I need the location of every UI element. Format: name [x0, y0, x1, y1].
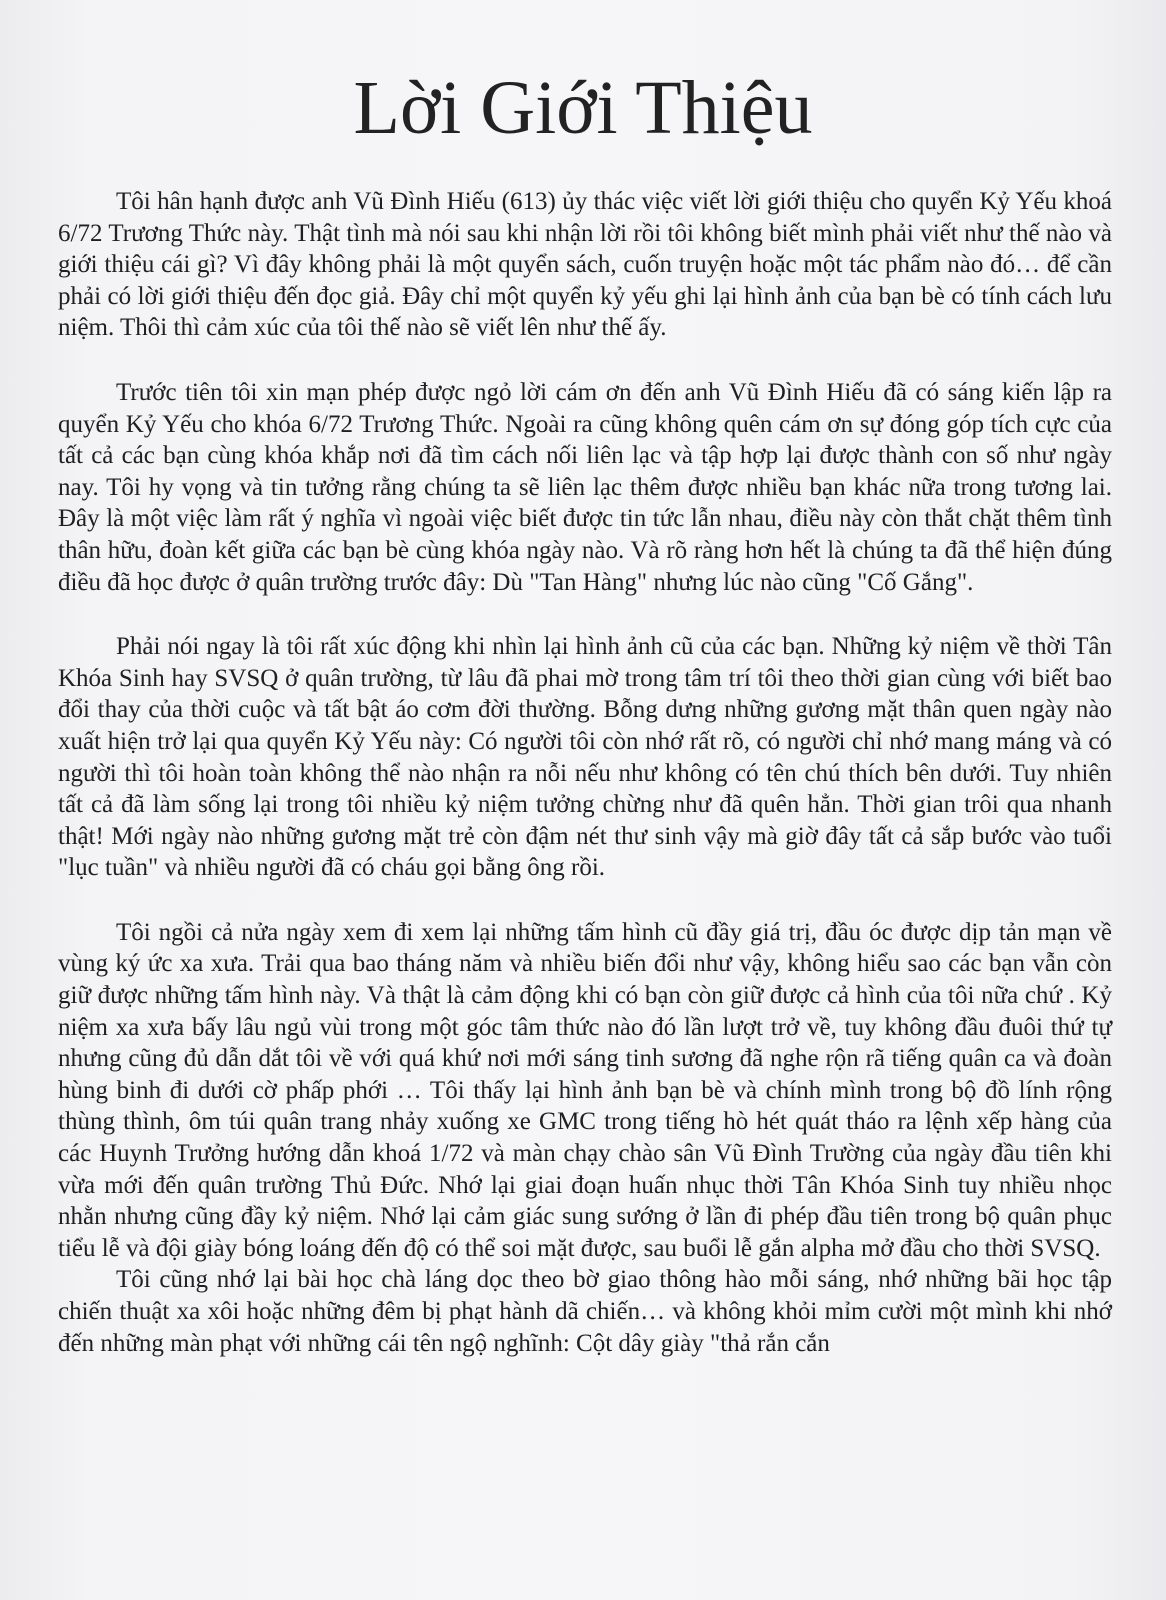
paragraph-5: Tôi cũng nhớ lại bài học chà láng dọc theo bờ giao thông hào mỗi sáng, nhớ những bãi học tập chiến thuật xa xôi hoặc những đêm bị phạt hành dã chiến… và không khỏi mỉm cười một mình khi nhớ đến những màn phạt với những cái tên ngộ nghĩnh: Cột dây giày "thả rắn cắn [58, 1266, 1112, 1357]
document-body [58, 186, 1112, 1359]
paragraph-4: Tôi ngồi cả nửa ngày xem đi xem lại những tấm hình cũ đầy giá trị, đầu óc được dịp tản mạn về vùng ký ức xa xưa. Trải qua bao tháng năm và nhiều biến đổi như vậy, không hiểu sao các bạn vẫn còn giữ được những tấm hình này. Và thật là cảm động khi có bạn còn giữ được cả hình của tôi nữa chứ . Kỷ niệm xa xưa bấy lâu ngủ vùi trong một góc tâm thức nào đó lần lượt trở về, tuy không đầu đuôi thứ tự nhưng cũng đủ dẫn dắt tôi về với quá khứ nơi mới sáng tinh sương đã nghe rộn rã tiếng quân ca và đoàn hùng binh đi dưới cờ phấp phới … Tôi thấy lại hình ảnh bạn bè và chính mình trong bộ đồ lính rộng thùng thình, ôm túi quân trang nhảy xuống xe GMC trong tiếng hò hét quát tháo ra lệnh xếp hàng của các Huynh Trưởng hướng dẫn khoá 1/72 và màn chạy chào sân Vũ Đình Trường của ngày đầu tiên khi vừa mới đến quân trường Thủ Đức. Nhớ lại giai đoạn huấn nhục thời Tân Khóa Sinh tuy nhiều nhọc nhằn nhưng cũng đầy kỷ niệm. Nhớ lại cảm giác sung sướng ở lần đi phép đầu tiên trong bộ quân phục tiểu lễ và đội giày bóng loáng đến độ có thể soi mặt được, sau buổi lễ gắn alpha mở đầu cho thời SVSQ. [58, 918, 1112, 1262]
paragraph-1: Tôi hân hạnh được anh Vũ Đình Hiếu (613) ủy thác việc viết lời giới thiệu cho quyển Kỷ Yếu khoá 6/72 Trương Thức này. Thật tình mà nói sau khi nhận lời rồi tôi không biết mình phải viết như thế nào và giới thiệu cái gì? Vì đây không phải là một quyển sách, cuốn truyện hoặc một tác phẩm nào đó… để cần phải có lời giới thiệu đến đọc giả. Đây chỉ một quyển kỷ yếu ghi lại hình ảnh của bạn bè có tính cách lưu niệm. Thôi thì cảm xúc của tôi thế nào sẽ viết lên như thế ấy. [58, 188, 1112, 342]
paragraph-2: Trước tiên tôi xin mạn phép được ngỏ lời cám ơn đến anh Vũ Đình Hiếu đã có sáng kiến lập ra quyển Kỷ Yếu cho khóa 6/72 Trương Thức. Ngoài ra cũng không quên cám ơn sự đóng góp tích cực của tất cả các bạn cùng khóa khắp nơi đã tìm cách nối liên lạc và tập hợp lại được thành con số như ngày nay. Tôi hy vọng và tin tưởng rằng chúng ta sẽ liên lạc thêm được nhiều bạn khác nữa trong tương lai. Đây là một việc làm rất ý nghĩa vì ngoài việc biết được tin tức lẫn nhau, điều này còn thắt chặt thêm tình thân hữu, đoàn kết giữa các bạn bè cùng khóa ngày nào. Và rõ ràng hơn hết là chúng ta đã thể hiện đúng điều đã học được ở quân trường trước đây: Dù "Tan Hàng" nhưng lúc nào cũng "Cố Gắng". [58, 378, 1112, 596]
page-title: Lời Giới Thiệu [353, 66, 813, 150]
paragraph-3: Phải nói ngay là tôi rất xúc động khi nhìn lại hình ảnh cũ của các bạn. Những kỷ niệm về thời Tân Khóa Sinh hay SVSQ ở quân trường, từ lâu đã phai mờ trong tâm trí tôi theo thời gian cùng với biết bao đổi thay của thời cuộc và tất bật áo cơm đời thường. Bỗng dưng những gương mặt thân quen ngày nào xuất hiện trở lại qua quyển Kỷ Yếu này: Có người tôi còn nhớ rất rõ, có người chỉ nhớ mang máng và có người thì tôi hoàn toàn không thể nào nhận ra nỗi nếu như không có tên chú thích bên dưới. Tuy nhiên tất cả đã làm sống lại trong tôi nhiều kỷ niệm tưởng chừng như đã quên hẳn. Thời gian trôi qua nhanh thật! Mới ngày nào những gương mặt trẻ còn đậm nét thư sinh vậy mà giờ đây tất cả sắp bước vào tuổi "lục tuần" và nhiều người đã có cháu gọi bằng ông rồi. [58, 633, 1112, 882]
